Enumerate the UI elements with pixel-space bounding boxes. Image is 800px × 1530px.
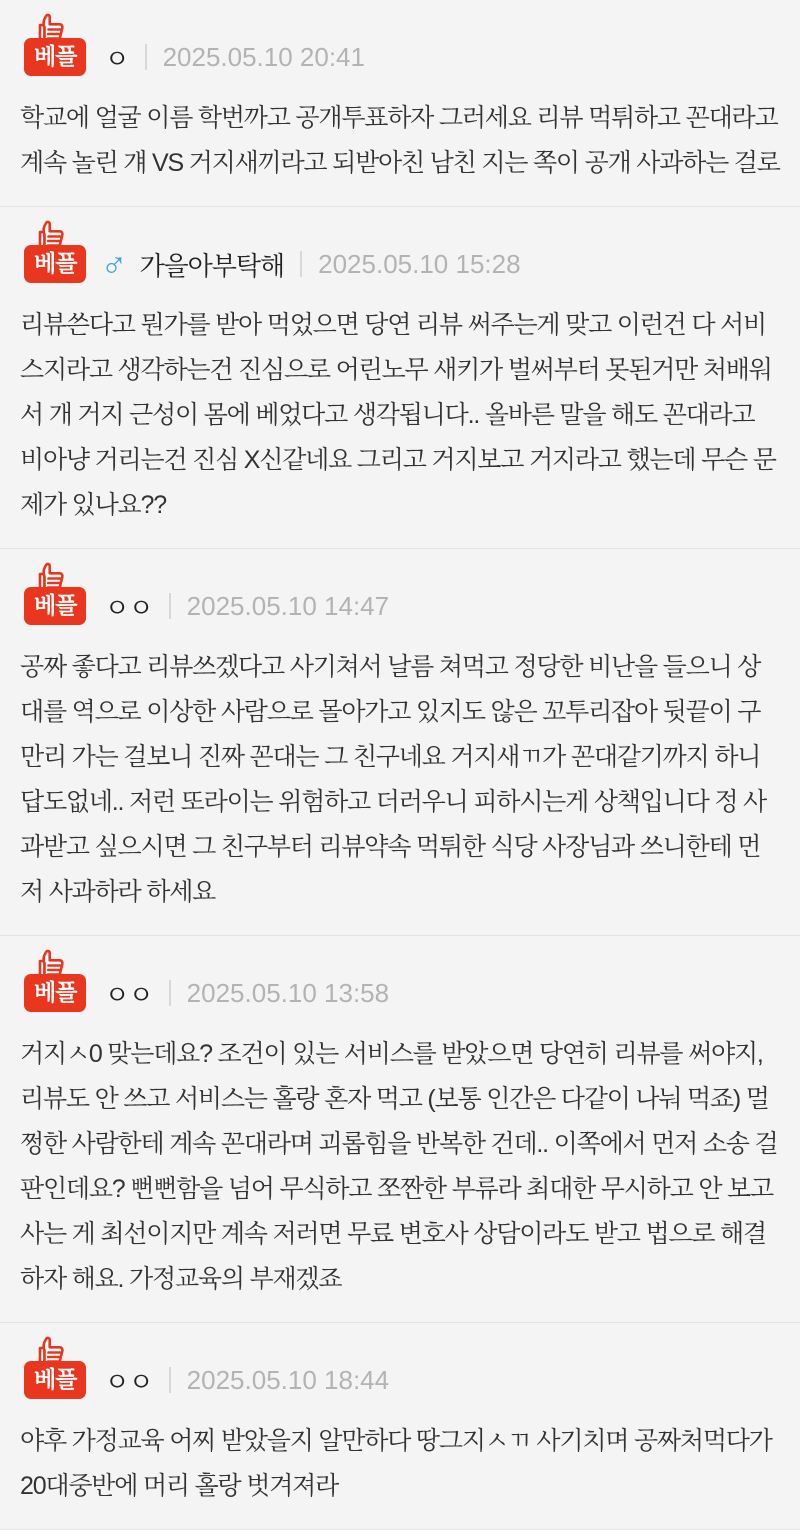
comment-text: 리뷰쓴다고 뭔가를 받아 먹었으면 당연 리뷰 써주는게 맞고 이런건 다 서비스지라고 생각하는건 진심으로 어린노무 새키가 벌써부터 못된거만 처배워서 개 거지 근성이 몸에 베었다고 생각됩니다.. 올바른 말을 해도 꼰대라고 비아냥 거리는건 진심 X신같네요 그리고 거지보고 거지라고 했는데 무슨 문제가 있나요?? — [20, 311, 776, 519]
best-reply-badge — [24, 245, 86, 283]
badge-label: 베플 — [24, 1361, 86, 1399]
comment-author[interactable]: ㅇㅇ — [104, 1366, 153, 1397]
header-divider — [300, 251, 302, 277]
comment-header — [20, 245, 780, 283]
comment-text: 야후 가정교육 어찌 받았을지 알만하다 땅그지ㅅㄲ 사기치며 공짜처먹다가 20대중반에 머리 홀랑 벗겨져라 — [20, 1427, 772, 1500]
header-divider — [169, 593, 171, 619]
header-divider — [169, 1367, 171, 1393]
best-reply-badge — [24, 587, 86, 625]
header-divider — [145, 44, 147, 70]
comment-timestamp: 2025.05.10 18:44 — [186, 1364, 390, 1395]
comment-text: 학교에 얼굴 이름 학번까고 공개투표하자 그러세요 리뷰 먹튀하고 꼰대라고 계속 놀린 걔 VS 거지새끼라고 되받아친 남친 지는 쪽이 공개 사과하는 걸로 — [20, 104, 780, 177]
comment-header — [20, 38, 780, 76]
comment-item — [0, 1323, 800, 1530]
comment-header — [20, 974, 780, 1012]
male-icon: ♂ — [100, 243, 128, 284]
best-reply-badge — [24, 38, 86, 76]
comment-author[interactable]: ㅇ — [104, 43, 129, 74]
comment-timestamp: 2025.05.10 20:41 — [162, 41, 365, 72]
best-reply-badge — [24, 974, 86, 1012]
comment-timestamp: 2025.05.10 14:47 — [186, 590, 390, 621]
header-divider — [169, 980, 171, 1006]
comment-timestamp: 2025.05.10 15:28 — [318, 248, 521, 279]
badge-label: 베플 — [24, 974, 86, 1012]
comment-author[interactable]: ㅇㅇ — [104, 592, 153, 623]
badge-label: 베플 — [24, 587, 86, 625]
badge-label: 베플 — [24, 38, 86, 76]
comment-timestamp: 2025.05.10 13:58 — [186, 977, 390, 1008]
best-reply-badge — [24, 1361, 86, 1399]
comment-author[interactable]: 가을아부탁해 — [139, 250, 285, 281]
comment-text: 거지ㅅ0 맞는데요? 조건이 있는 서비스를 받았으면 당연히 리뷰를 써야지, 리뷰도 안 쓰고 서비스는 홀랑 혼자 먹고 (보통 인간은 다같이 나눠 먹죠) 멀쩡한 사람한테 계속 꼰대라며 괴롭힘을 반복한 건데.. 이쪽에서 먼저 소송 걸 판인데요? 뻔뻔함을 넘어 무식하고 쪼짠한 부류라 최대한 무시하고 안 보고 사는 게 최선이지만 계속 저러면 무료 변호사 상담이라도 받고 법으로 해결하자 해요. 가정교육의 부재겠죠 — [20, 1040, 778, 1293]
comment-author[interactable]: ㅇㅇ — [104, 979, 153, 1010]
comment-item — [0, 549, 800, 936]
comment-item — [0, 936, 800, 1323]
comment-header — [20, 587, 780, 625]
comment-text: 공짜 좋다고 리뷰쓰겠다고 사기쳐서 날름 쳐먹고 정당한 비난을 들으니 상대를 역으로 이상한 사람으로 몰아가고 있지도 않은 꼬투리잡아 뒷끝이 구만리 가는 걸보니 진짜 꼰대는 그 친구네요 거지새ㄲ가 꼰대같기까지 하니 답도없네.. 저런 또라이는 위험하고 더러우니 피하시는게 상책입니다 정 사과받고 싶으시면 그 친구부터 리뷰약속 먹튀한 식당 사장님과 쓰니한테 먼저 사과하라 하세요 — [20, 653, 766, 906]
comment-header — [20, 1361, 780, 1399]
badge-label: 베플 — [24, 245, 86, 283]
comment-item — [0, 207, 800, 549]
comment-item — [0, 0, 800, 207]
